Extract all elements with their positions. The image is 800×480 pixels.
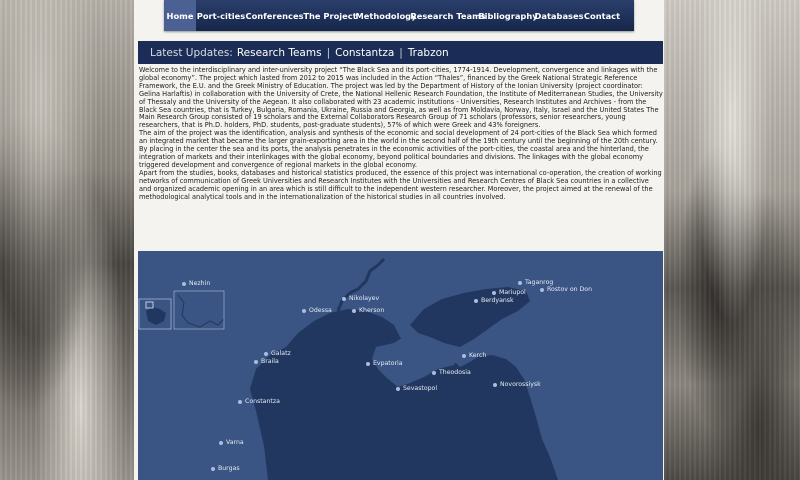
city-dot	[474, 299, 478, 303]
latest-updates-title: Latest Updates:	[150, 46, 233, 59]
nav-bibliography[interactable]: Bibliography	[478, 10, 538, 21]
city-label: Kerch	[469, 352, 487, 359]
city-marker-nezhin[interactable]	[182, 280, 210, 287]
city-marker-sevastopol[interactable]	[396, 385, 437, 392]
city-label: Braila	[261, 358, 279, 365]
intro-paragraph: Welcome to the interdisciplinary and inter-university project “The Black Sea and its port-cities, 1774-1914. Development, convergence and linkages with the global economy”. The project which lasted from 2012 to 2015 was included in the Action “Thales”, financed by the Greek National Strategic Reference Framework, the E.U. and the Greek Ministry of Education. The project was led by the Department of History of the Ionian University (project coordinator: Gelina Harlaftis) in collaboration with the University of Crete, the National Hellenic Research Foundation, the Institute of Mediterranean Studies, the University of Thessaly and the University of the Aegean. It also collaborated with 23 academic institutions - Universities, Research Institutes and Archives - from the Black Sea countries, that is Turkey, Bulgaria, Romania, Ukraine, Russia and Georgia, as well as from Moldavia, Norway, Italy, Israel and the United States The Main Research Group consisted of 19 scholars and the External Collaborators Research Group of 71 scholars (professors, senior researchers, young researchers, that is Ph.D. holders, PhD. students, post-graduate students), 57% of which were Greek and 43% foreigners.	[139, 66, 663, 130]
nav-home[interactable]: Home	[164, 0, 196, 31]
city-label: Rostov on Don	[547, 286, 593, 293]
city-marker-burgas[interactable]	[211, 465, 240, 472]
city-dot	[396, 387, 400, 391]
city-label: Kherson	[359, 307, 385, 314]
update-link-research-teams[interactable]: Research Teams	[236, 46, 322, 59]
city-dot	[182, 282, 186, 286]
city-dot	[238, 400, 242, 404]
project-introduction	[139, 67, 663, 201]
inset-coastline	[178, 295, 224, 327]
city-marker-kherson[interactable]	[352, 307, 384, 314]
city-marker-theodosia[interactable]	[432, 369, 471, 376]
city-label: Galatz	[271, 350, 291, 357]
city-marker-constantza[interactable]	[238, 398, 280, 405]
city-marker-kerch[interactable]	[462, 352, 486, 359]
city-dot	[302, 309, 306, 313]
city-marker-rostov-on-don[interactable]	[540, 286, 592, 293]
city-label: Taganrog	[525, 279, 554, 286]
background-photo-right	[664, 0, 800, 480]
nav-conferences[interactable]: Conferences	[245, 10, 304, 21]
city-dot	[254, 360, 258, 364]
nav-databases[interactable]: Databases	[534, 10, 584, 21]
city-dot	[342, 297, 346, 301]
city-label: Odessa	[309, 307, 332, 314]
city-label: Burgas	[218, 465, 240, 472]
city-dot	[493, 383, 497, 387]
city-marker-braila[interactable]	[254, 358, 279, 365]
city-dot	[492, 291, 496, 295]
intro-paragraph: The aim of the project was the identification, analysis and synthesis of the economic and social development of 24 port-cities of the Black Sea which formed an integrated market that became the larger grain-exporting area in the world in the second half of the 19th century until the beginning of the 20th century. By placing in the center the sea and its ports, the analysis penetrates in the economic activities of the port-cities, the coastal area and the hinterland, the integration of markets and their interlinkages with the global economy, beyond political boundaries and divisions. The linkages with the global economy triggered development and convergence of regional markets in the global economy.	[139, 129, 658, 169]
city-marker-varna[interactable]	[219, 439, 244, 446]
city-dot	[352, 309, 356, 313]
city-dot	[462, 354, 466, 358]
nav-the-project[interactable]: The Project	[303, 10, 357, 21]
city-label: Theodosia	[439, 369, 471, 376]
update-separator: |	[326, 46, 331, 59]
inset-frame	[174, 291, 224, 329]
city-label: Berdyansk	[481, 297, 514, 304]
city-label: Sevastopol	[403, 385, 438, 392]
city-label: Constantza	[245, 398, 280, 405]
black-sea-map	[138, 251, 663, 480]
city-marker-taganrog[interactable]	[518, 279, 553, 286]
update-separator: |	[399, 46, 403, 59]
city-dot	[432, 371, 436, 375]
nav-port-cities[interactable]: Port-cities	[196, 10, 246, 21]
city-dot	[518, 281, 522, 285]
intro-paragraph: Apart from the studies, books, databases and historical statistics produced, the essence of this project was international co-operation, the creation of working networks of communication of Greek Universities and Research Institutes with the Universities and Research Centres of Black Sea countries in a collective and organized academic opening in an area which is still difficult to the independent western researcher. Moreover, the project aimed at the renewal of the methodological analytical tools and in the internationalization of the historical studies in all countries involved.	[139, 168, 662, 201]
nav-research-teams[interactable]: Research Teams	[410, 10, 486, 21]
city-dot	[264, 352, 268, 356]
main-navigation	[164, 0, 634, 31]
city-marker-evpatoria[interactable]	[366, 360, 403, 367]
nav-contact[interactable]: Contact	[583, 10, 621, 21]
content-panel	[134, 0, 664, 480]
city-marker-novorossiysk[interactable]	[493, 381, 541, 388]
latest-updates-bar	[138, 41, 663, 64]
black-sea-shape	[250, 309, 558, 480]
city-marker-mariupol[interactable]	[492, 289, 526, 296]
city-dot	[366, 362, 370, 366]
city-label: Novorossiysk	[500, 381, 541, 388]
city-dot	[219, 441, 223, 445]
city-dot	[211, 467, 215, 471]
city-label: Nezhin	[189, 280, 211, 287]
update-link-trabzon[interactable]: Trabzon	[407, 46, 449, 59]
city-marker-galatz[interactable]	[264, 350, 291, 357]
city-label: Nikolayev	[349, 295, 380, 302]
city-marker-nikolayev[interactable]	[342, 295, 379, 302]
city-label: Varna	[226, 439, 244, 446]
background-photo-left	[0, 0, 134, 480]
city-marker-odessa[interactable]	[302, 307, 332, 314]
dnieper-river	[338, 259, 384, 311]
city-marker-berdyansk[interactable]	[474, 297, 514, 304]
city-label: Evpatoria	[373, 360, 403, 367]
nav-methodology[interactable]: Methodology	[355, 10, 417, 21]
city-label: Mariupol	[499, 289, 526, 296]
update-link-constantza[interactable]: Constantza	[335, 46, 395, 59]
city-dot	[540, 288, 544, 292]
inset-sea-shape	[146, 307, 166, 325]
